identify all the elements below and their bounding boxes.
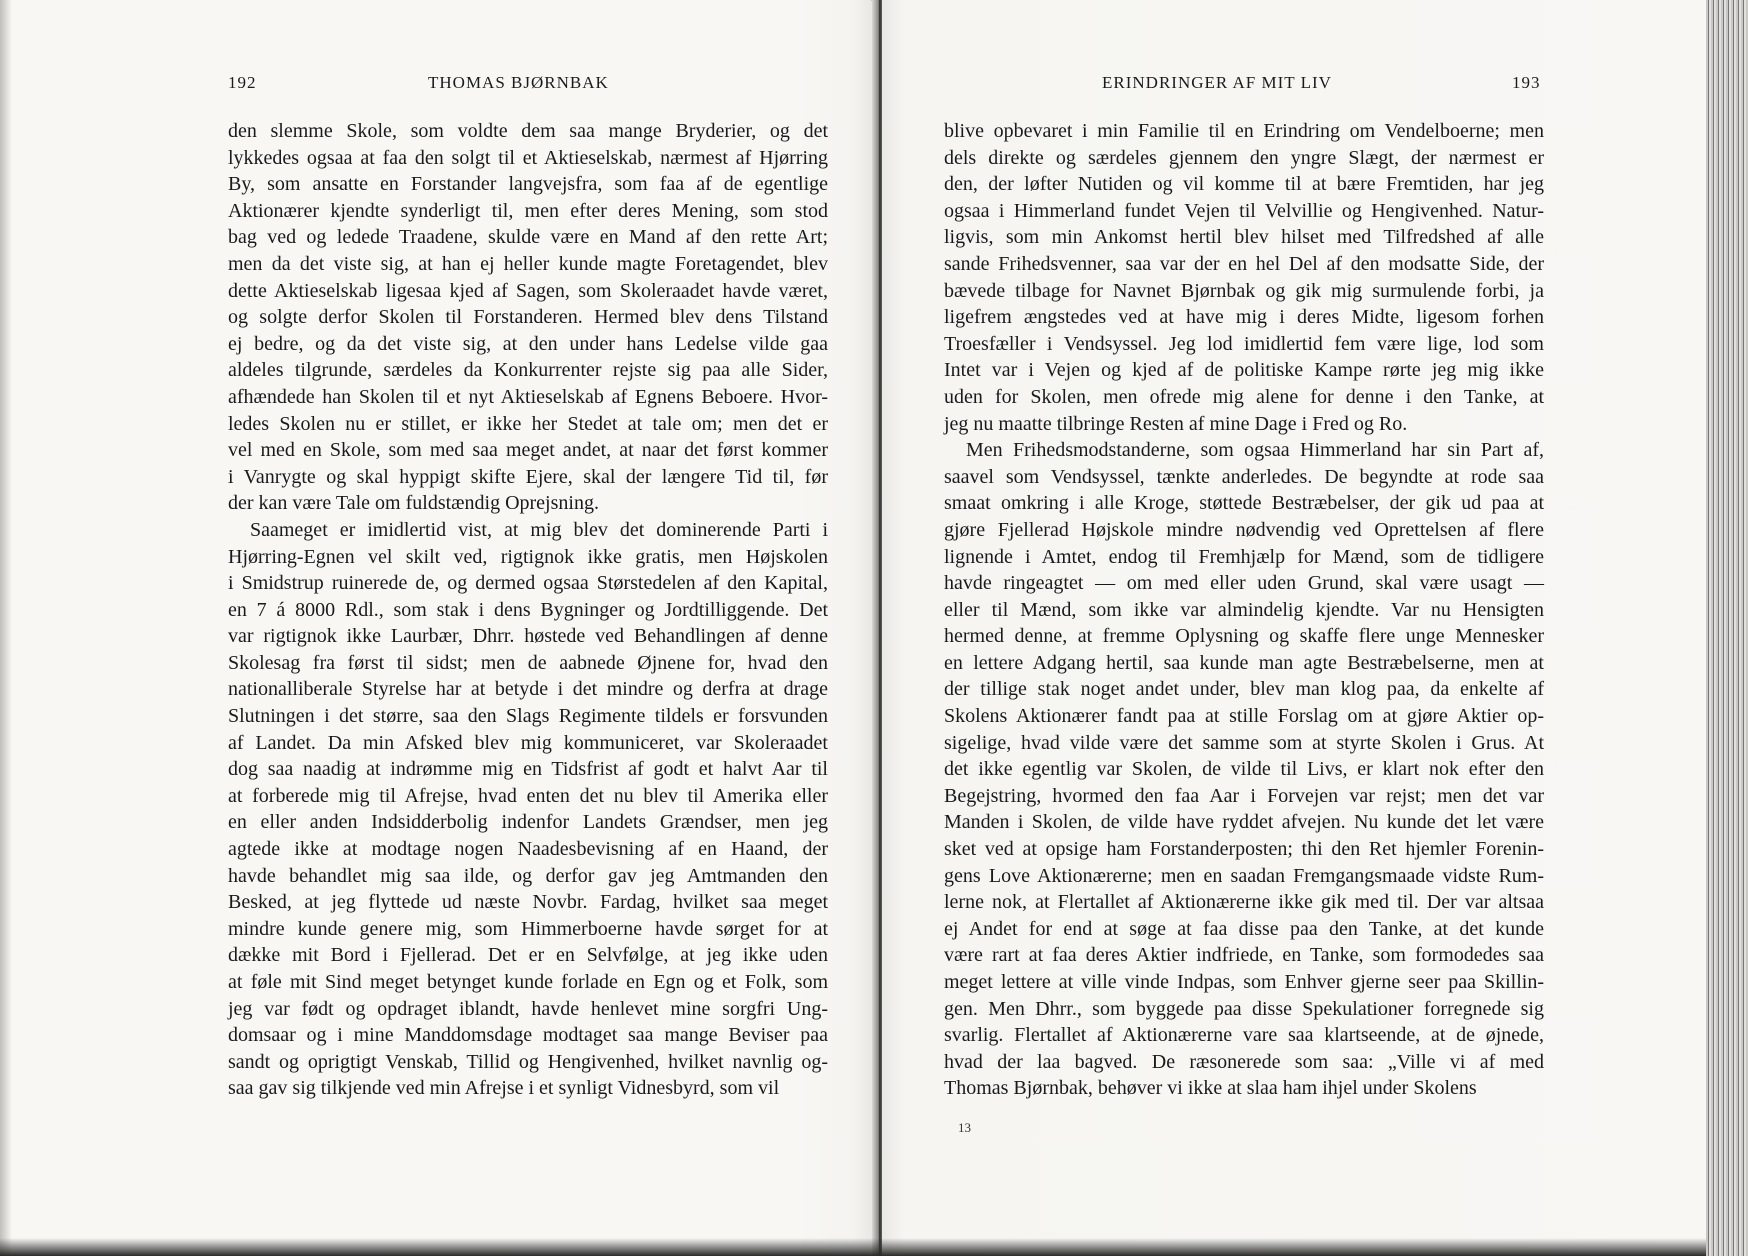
text-line: gjøre Fjellerad Højskole mindre nødvendig ved Oprettelsen af flere <box>944 518 1544 541</box>
text-line: at føle mit Sind meget betynget kunde forlade en Egn og et Folk, som <box>228 971 828 993</box>
text-line: eller til Mænd, som ikke var almindelig kjendte. Var nu Hensigten <box>944 598 1544 621</box>
text-line: ogsaa i Himmerland fundet Vejen til Velvillie og Hengivenhed. Natur- <box>944 199 1544 222</box>
text-line: jeg var født og opdraget iblandt, havde henlevet mine sorgfri Ung- <box>228 997 828 1020</box>
text-line: domsaar og i mine Manddomsdage modtaget saa mange Beviser paa <box>228 1024 828 1047</box>
text-line: en lettere Adgang hertil, saa kunde man agte Bestræbelserne, men at <box>944 651 1544 674</box>
text-line: By, som ansatte en Forstander langvejsfra, som faa af de egentlige <box>228 173 828 196</box>
text-line: en eller anden Indsidderbolig indenfor Landets Grændser, men jeg <box>228 811 828 834</box>
text-line: agtede ikke at modtage nogen Naadesbevisning af en Haand, der <box>228 838 828 861</box>
text-line: dels direkte og særdeles gjennem den yngre Slægt, der nærmest er <box>944 146 1544 169</box>
text-line: mindre kunde genere mig, som Himmerboerne havde sørget for at <box>228 917 828 940</box>
text-line: være rart at faa deres Aktier indfriede, en Tanke, som formodedes saa <box>944 944 1544 967</box>
text-line: i Smidstrup ruinerede de, og dermed ogsaa Størstedelen af den Kapital, <box>228 572 828 595</box>
text-line: afhændede han Skolen til et nyt Aktieselskab af Egnens Beboere. Hvor- <box>228 385 828 408</box>
text-line: der tillige stak noget andet under, blev man klog paa, da enkelte af <box>944 678 1544 701</box>
text-line: dette Aktieselskab ligesaa kjed af Sagen, som Skoleraadet havde været, <box>228 279 828 302</box>
text-line: Skolesag fra først til sidst; men de aabnede Øjnene for, hvad den <box>228 651 828 674</box>
text-line: Thomas Bjørnbak, behøver vi ikke at slaa ham ihjel under Skolens <box>944 1077 1477 1100</box>
text-line: Troesfæller i Vendsyssel. Jeg lod imidlertid fem være lige, lod som <box>944 332 1544 355</box>
text-line: nationalliberale Styrelse har at betyde i det mindre og derfra at drage <box>228 678 828 701</box>
text-line: det ikke egentlig var Skolen, de vilde til Livs, er klart nok efter den <box>944 758 1544 781</box>
text-line: Begejstring, hvormed den faa Aar i Forvejen var rejst; men det var <box>944 784 1544 807</box>
left-body-text <box>228 118 828 1102</box>
text-line: ligvis, som min Ankomst hertil blev hilset med Tilfredshed af alle <box>944 226 1544 249</box>
text-line: af Landet. Da min Afsked blev mig kommuniceret, var Skoleraadet <box>228 731 828 754</box>
text-line: havde behandlet mig saa ilde, og derfor gav jeg Amtmanden den <box>228 864 828 887</box>
page-edges <box>1706 0 1748 1256</box>
running-head-right: ERINDRINGER AF MIT LIV <box>1102 73 1332 92</box>
text-line: der kan være Tale om fuldstændig Oprejsning. <box>228 492 599 515</box>
text-line: havde ringeagtet — om med eller uden Grund, skal være usagt — <box>944 572 1544 595</box>
text-line: sket ved at opsige ham Forstanderposten; thi den Ret hjemler Forenin- <box>944 838 1544 861</box>
running-head-left: THOMAS BJØRNBAK <box>428 73 609 92</box>
text-line: i Vanrygte og skal hyppigt skifte Ejere, skal der længere Tid til, før <box>228 465 828 488</box>
text-line: hermed denne, at fremme Oplysning og skaffe flere unge Mennesker <box>944 625 1544 648</box>
text-line: sigelige, hvad vilde være det samme som at styrte Skolen i Grus. At <box>944 731 1544 754</box>
text-line: Intet var i Vejen og kjed af de politiske Kampe rørte jeg mig ikke <box>944 359 1544 382</box>
text-line: gen. Men Dhrr., som byggede paa disse Spekulationer forregnede sig <box>944 997 1544 1020</box>
text-line: smaat omkring i alle Kroge, støttede Bestræbelser, der gik ud paa at <box>944 492 1544 515</box>
text-line: ledes Skolen nu er stillet, er ikke her Stedet at tale om; men det er <box>228 412 828 435</box>
text-line: Skolens Aktionærer fandt paa at stille Forslag om at gjøre Aktier op- <box>944 705 1544 728</box>
text-line: saavel som Vendsyssel, tænkte anderledes. De begyndte at rode saa <box>944 465 1544 488</box>
text-line: dække mit Bord i Fjellerad. Det er en Selvfølge, at jeg ikke uden <box>228 944 828 967</box>
text-line: Slutningen i det større, saa den Slags Regimente tildels er forsvunden <box>228 705 828 728</box>
bottom-shadow <box>0 1238 1706 1256</box>
text-line: lignende i Amtet, endog til Fremhjælp for Mænd, som de tidligere <box>944 545 1544 568</box>
text-line: svarlig. Flertallet af Aktionærerne vare saa klartseende, at de øjnede, <box>944 1024 1544 1047</box>
text-line: at forberede mig til Afrejse, hvad enten det nu blev til Amerika eller <box>228 784 828 807</box>
text-line: dog saa naadig at indrømme mig en Tidsfrist af godt et halvt Aar til <box>228 758 828 781</box>
text-line: Manden i Skolen, de vilde have ryddet afvejen. Nu kunde det let være <box>944 811 1544 834</box>
text-line: var rigtignok ikke Laurbær, Dhrr. høstede ved Behandlingen af denne <box>228 625 828 648</box>
text-line: uden for Skolen, men ofrede mig alene for denne i den Tanke, at <box>944 385 1544 408</box>
text-line: sandt og oprigtigt Venskab, Tillid og Hengivenhed, hvilket navnlig og- <box>228 1050 828 1073</box>
text-line: bag ved og ledede Traadene, skulde være en Mand af den rette Art; <box>228 226 828 249</box>
text-line: og solgte derfor Skolen til Forstanderen. Hermed blev dens Tilstand <box>228 306 828 329</box>
text-line: hvad der laa bagved. De ræsonerede som saa: „Ville vi af med <box>944 1050 1544 1073</box>
text-line: den slemme Skole, som voldte dem saa mange Bryderier, og det <box>228 120 828 142</box>
page-number-right: 193 <box>1512 73 1541 92</box>
text-line: saa gav sig tilkjende ved min Afrejse i et synligt Vidnesbyrd, som vil <box>228 1077 780 1100</box>
text-line: ej Andet for end at søge at faa disse paa den Tanke, at det kunde <box>944 917 1544 940</box>
text-line: jeg nu maatte tilbringe Resten af mine Dage i Fred og Ro. <box>944 412 1408 435</box>
text-line: aldeles tilgrunde, særdeles da Konkurrenter rejste sig paa alle Sider, <box>228 359 828 382</box>
text-line: bævede tilbage for Navnet Bjørnbak og gik mig surmulende forbi, ja <box>944 279 1544 302</box>
text-line: ligefrem ængstedes ved at have mig i deres Midte, ligesom forhen <box>944 306 1544 329</box>
text-line: blive opbevaret i min Familie til en Erindring om Vendelboerne; men <box>944 120 1544 142</box>
right-page <box>882 0 1706 1256</box>
text-line: Hjørring-Egnen vel skilt ved, rigtignok ikke gratis, men Højskolen <box>228 545 828 568</box>
text-line: meget lettere at ville vinde Indpas, som Enhver gjerne seer paa Skillin- <box>944 971 1544 993</box>
text-line: men da det viste sig, at han ej heller kunde magte Foretagendet, blev <box>228 252 828 275</box>
text-line: Saameget er imidlertid vist, at mig blev det dominerende Parti i <box>250 518 828 541</box>
text-line: en 7 á 8000 Rdl., som stak i dens Bygninger og Jordtilliggende. Det <box>228 598 828 621</box>
page-number-left: 192 <box>228 73 257 92</box>
text-line: vel med en Skole, som med saa meget andet, at naar det først kommer <box>228 439 828 462</box>
text-line: Men Frihedsmodstanderne, som ogsaa Himmerland har sin Part af, <box>966 439 1544 462</box>
text-line: sande Frihedsvenner, saa var der en hel Del af den modsatte Side, der <box>944 252 1544 275</box>
text-line: lerne nok, at Flertallet af Aktionærerne ikke gik med til. Der var altsaa <box>944 891 1544 914</box>
right-body-text <box>944 118 1544 1102</box>
text-line: den, der løfter Nutiden og vil komme til at bære Fremtiden, har jeg <box>944 173 1544 196</box>
text-line: lykkedes ogsaa at faa den solgt til et Aktieselskab, nærmest af Hjørring <box>228 146 828 169</box>
page-edge-shadow <box>0 0 12 1256</box>
text-line: Aktionærer kjendte synderligt til, men efter deres Mening, som stod <box>228 199 828 222</box>
text-line: Besked, at jeg flyttede ud næste Novbr. Fardag, hvilket saa meget <box>228 891 828 914</box>
signature-mark: 13 <box>958 1120 971 1135</box>
text-line: ej bedre, og da det viste sig, at den under hans Ledelse vilde gaa <box>228 332 828 355</box>
text-line: gens Love Aktionærerne; men en saadan Fremgangsmaade vidste Rum- <box>944 864 1544 887</box>
